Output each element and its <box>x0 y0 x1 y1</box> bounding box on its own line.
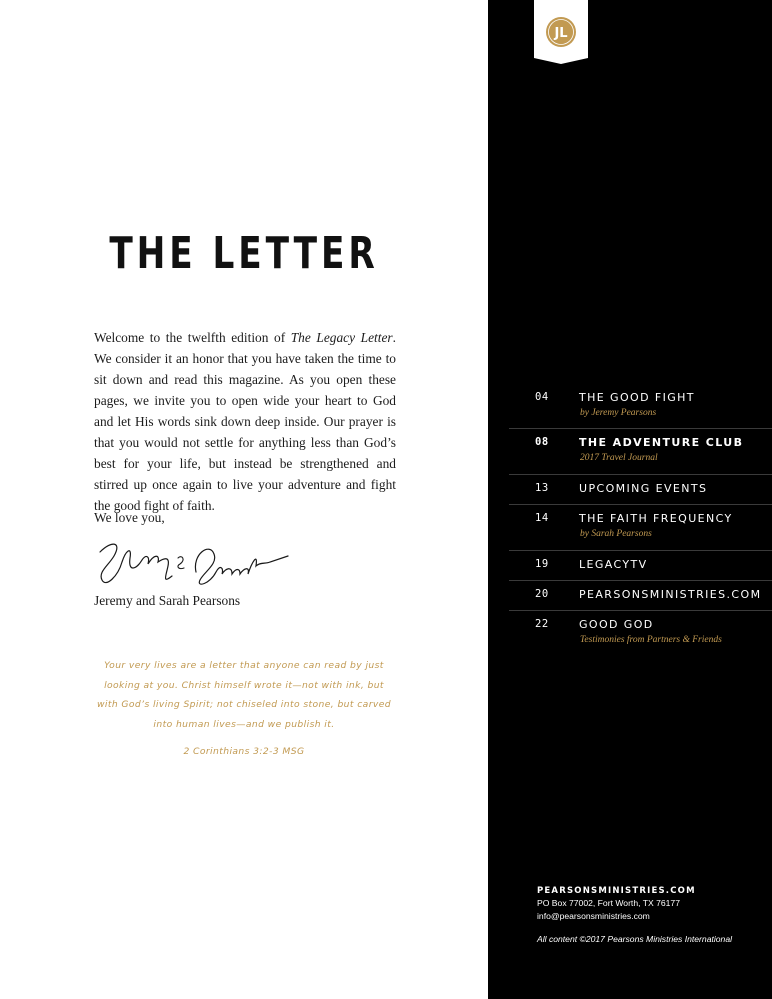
signature <box>92 532 292 592</box>
toc-divider <box>509 580 772 581</box>
toc-page-number: 14 <box>535 512 549 524</box>
toc-title: THE GOOD FIGHT <box>579 391 695 404</box>
toc-divider <box>509 610 772 611</box>
toc-subtitle: Testimonies from Partners & Friends <box>580 635 722 645</box>
toc-subtitle: by Sarah Pearsons <box>580 529 652 539</box>
copyright-notice: All content ©2017 Pearsons Ministries International <box>537 934 733 944</box>
letter-body-start: Welcome to the twelfth edition of <box>94 330 291 345</box>
toc-divider <box>509 504 772 505</box>
footer-address: PO Box 77002, Fort Worth, TX 76177 <box>537 898 680 908</box>
footer-email[interactable]: info@pearsonsministries.com <box>537 911 650 921</box>
footer-website[interactable]: PEARSONSMINISTRIES.COM <box>537 886 696 896</box>
toc-title: PEARSONSMINISTRIES.COM <box>579 588 762 601</box>
toc-page-number: 08 <box>535 436 549 448</box>
toc-page-number: 13 <box>535 482 549 494</box>
jl-monogram-icon <box>534 0 588 64</box>
toc-divider <box>509 474 772 475</box>
toc-page-number: 04 <box>535 391 549 403</box>
signer-name: Jeremy and Sarah Pearsons <box>94 593 241 608</box>
toc-title: GOOD GOD <box>579 618 654 631</box>
letter-body-rest: . We consider it an honor that you have taken the time to sit down and read this magazine. As you open these pages, we invite you to open wide your heart to God and let His words sink down deep inside. Our prayer is that you would not settle for anything less than God’s best for your life, but instead be strengthened and stirred up once again to live your adventure and fight the good fight of faith. <box>94 330 396 513</box>
toc-subtitle: by Jeremy Pearsons <box>580 408 657 418</box>
scripture-reference: 2 Corinthians 3:2-3 MSG <box>183 746 305 757</box>
scripture-quote: Your very lives are a letter that anyone can read by just looking at you. Christ himself wrote it—not with ink, but with God’s living Spirit; not chiseled into stone, but carved into human lives—and we publish it. <box>96 660 392 730</box>
toc-page-number: 19 <box>535 558 549 570</box>
toc-title: THE ADVENTURE CLUB <box>579 436 744 449</box>
contents-sidebar <box>488 0 772 999</box>
letter-body <box>94 327 396 516</box>
toc-page-number: 20 <box>535 588 549 600</box>
page-title: THE LETTER <box>109 228 379 279</box>
svg-text:JL: JL <box>554 26 568 41</box>
toc-divider <box>509 428 772 429</box>
toc-title: LEGACYTV <box>579 558 648 571</box>
sign-off: We love you, <box>94 510 165 525</box>
toc-title: UPCOMING EVENTS <box>579 482 708 495</box>
toc-page-number: 22 <box>535 618 549 630</box>
magazine-title: The Legacy Letter <box>290 330 393 345</box>
toc-divider <box>509 550 772 551</box>
toc-title: THE FAITH FREQUENCY <box>579 512 733 525</box>
footer-contact <box>537 886 767 922</box>
toc-subtitle: 2017 Travel Journal <box>580 453 658 463</box>
